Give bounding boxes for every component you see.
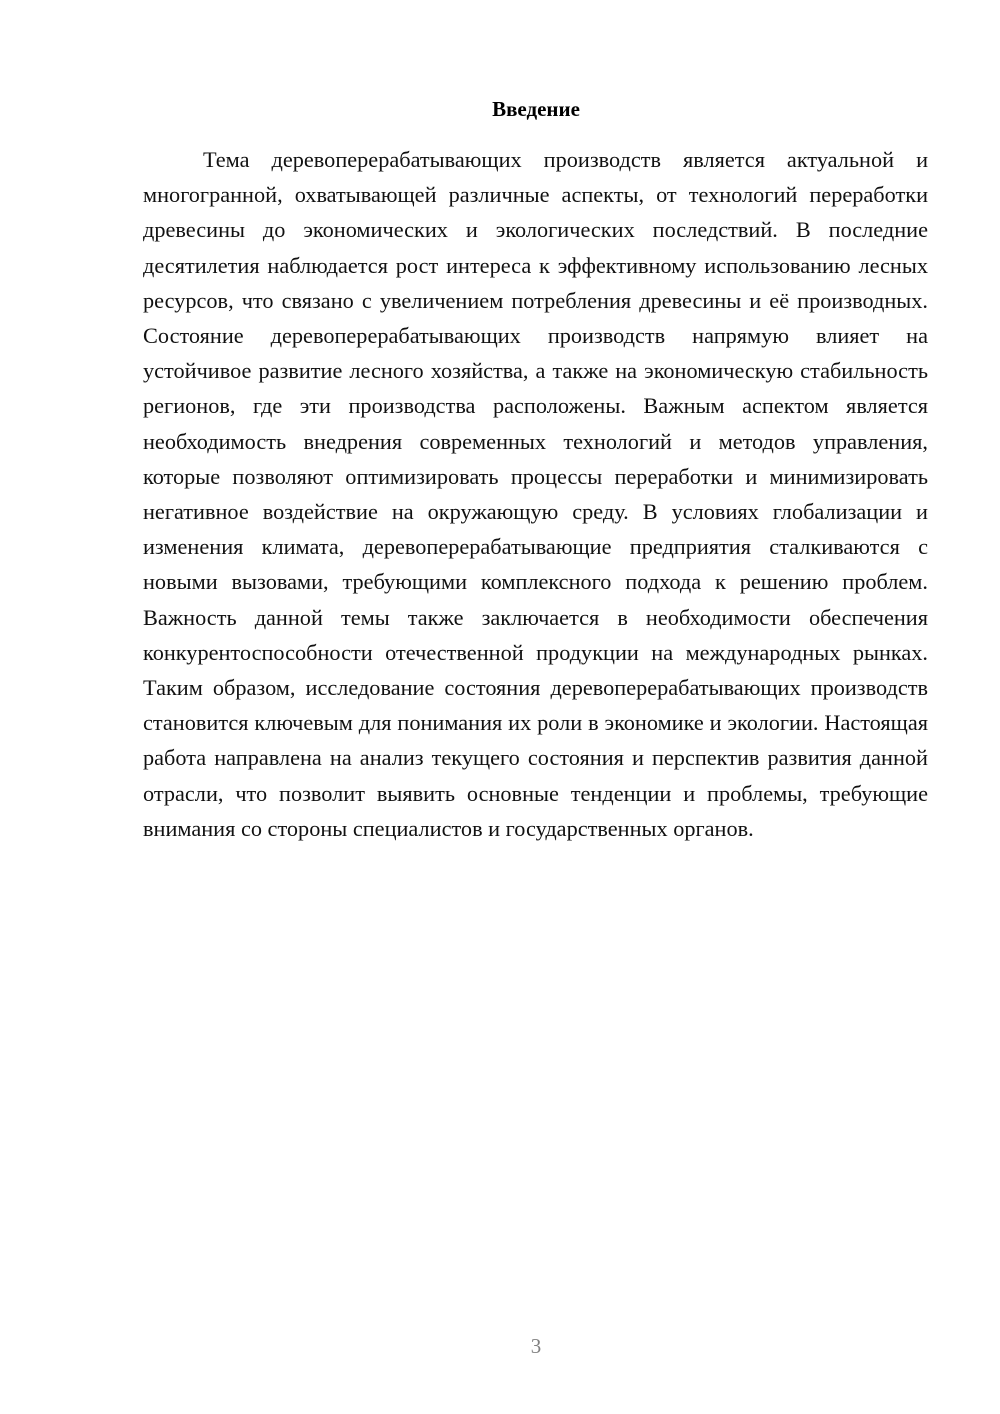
page-number: 3 <box>530 1334 542 1358</box>
section-heading: Введение <box>492 97 580 121</box>
body-paragraph: Тема деревоперерабатывающих производств является актуальной и многогранной, охватывающей различные аспекты, от технологий переработки древесины до экономических и экологических последствий. В последние десятилетия наблюдается рост интереса к эффективному использованию лесных ресурсов, что связано с увеличением потребления древесины и её производных. Состояние деревоперерабатывающих производств напрямую влияет на устойчивое развитие лесного хозяйства, а также на экономическую стабильность регионов, где эти производства расположены. Важным аспектом является необходимость внедрения современных технологий и методов управления, которые позволяют оптимизировать процессы переработки и минимизировать негативное воздействие на окружающую среду. В условиях глобализации и изменения климата, деревоперерабатывающие предприятия сталкиваются с новыми вызовами, требующими комплексного подхода к решению проблем. Важность данной темы также заключается в необходимости обеспечения конкурентоспособности отечественной продукции на международных рынках. Таким образом, исследование состояния деревоперерабатывающих производств становится ключевым для понимания их роли в экономике и экологии. Настоящая работа направлена на анализ текущего состояния и перспектив развития данной отрасли, что позволит выявить основные тенденции и проблемы, требующие внимания со стороны специалистов и государственных органов. <box>143 147 928 841</box>
